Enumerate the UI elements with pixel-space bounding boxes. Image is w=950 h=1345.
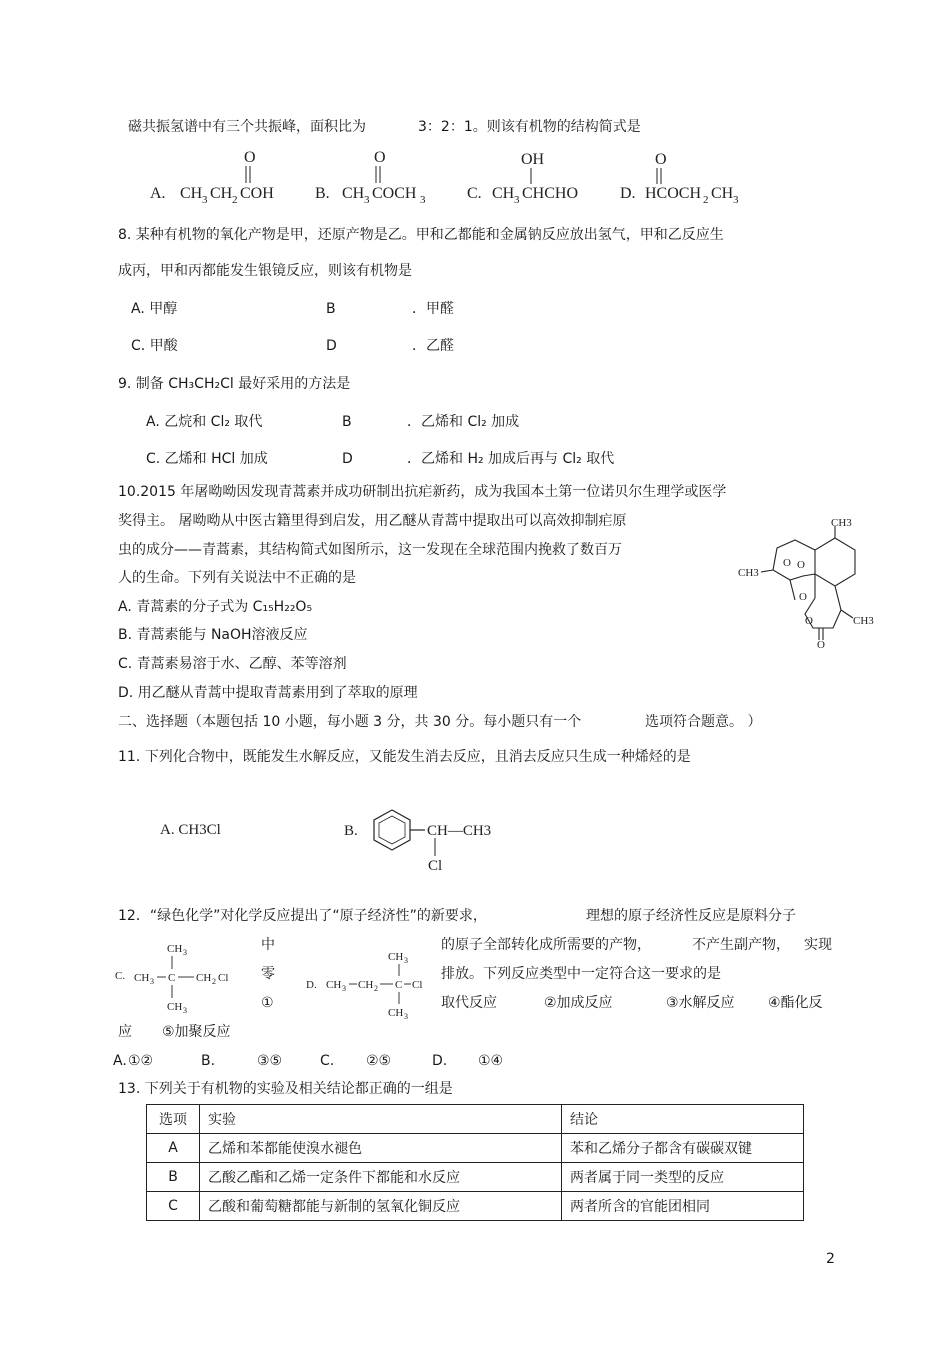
- table-cell: 苯和乙烯分子都含有碳碳双键: [562, 1134, 804, 1163]
- q13-stem: 13. 下列关于有机物的实验及相关结论都正确的一组是: [118, 1081, 453, 1097]
- q10-line2: 奖得主。 屠呦呦从中医古籍里得到启发，用乙醚从青蒿中提取出可以高效抑制疟原: [118, 513, 627, 529]
- svg-text:CH: CH: [180, 185, 203, 202]
- svg-text:HCOCH: HCOCH: [645, 185, 702, 202]
- q9-option-d: ．乙烯和 H₂ 加成后再与 Cl₂ 取代: [407, 451, 615, 467]
- svg-text:D.: D.: [620, 185, 636, 202]
- q12-answer-c-label: C.: [320, 1053, 335, 1069]
- q9-option-b: ．乙烯和 Cl₂ 加成: [407, 414, 520, 430]
- q9-option-d-label: D: [342, 451, 353, 467]
- svg-text:OH: OH: [521, 151, 545, 168]
- q10-line1: 10.2015 年屠呦呦因发现青蒿素并成功研制出抗疟新药，成为我国本土第一位诺贝尔生理学或医学: [118, 484, 727, 500]
- q12-line2c: 实现: [804, 937, 832, 953]
- q10-line4: 人的生命。下列有关说法中不正确的是: [118, 570, 356, 586]
- svg-text:CH: CH: [196, 972, 212, 984]
- q12-line2: 的原子全部转化成所需要的产物，: [441, 937, 651, 953]
- svg-text:3: 3: [342, 984, 346, 993]
- svg-text:3: 3: [202, 194, 208, 206]
- svg-text:O: O: [244, 149, 256, 166]
- svg-text:CH: CH: [388, 1007, 404, 1019]
- q8-option-d: ．乙醛: [412, 338, 454, 354]
- table-cell: 乙烯和苯都能使溴水褪色: [200, 1134, 562, 1163]
- q12-opt2: ②加成反应: [544, 995, 613, 1011]
- q12-answer-c: ②⑤: [366, 1053, 392, 1069]
- q11-option-a: A. CH3Cl: [160, 822, 221, 838]
- q8-option-d-label: D: [326, 338, 337, 354]
- q7-ratio: 3：2：1。则该有机物的结构简式是: [418, 119, 641, 135]
- q8-option-c: C. 甲酸: [131, 338, 178, 354]
- q12-answer-d-label: D.: [432, 1053, 448, 1069]
- q10-option-c: C. 青蒿素易溶于水、乙醇、苯等溶剂: [118, 656, 347, 672]
- table-cell: 两者所含的官能团相同: [562, 1192, 804, 1221]
- q11-option-b-sub: Cl: [428, 858, 443, 874]
- q12-answer-a: ①②: [128, 1053, 154, 1069]
- svg-text:2: 2: [232, 194, 238, 206]
- svg-text:3: 3: [364, 194, 370, 206]
- svg-text:3: 3: [150, 977, 154, 986]
- q12-answer-d: ①④: [478, 1053, 504, 1069]
- svg-text:3: 3: [420, 194, 426, 206]
- svg-text:2: 2: [212, 977, 216, 986]
- svg-text:B.: B.: [315, 185, 330, 202]
- q8-option-a: A. 甲醇: [131, 301, 178, 317]
- table-header: 实验: [200, 1105, 562, 1134]
- q12-opt3: ③水解反应: [666, 995, 735, 1011]
- q7-option-c: [467, 151, 578, 206]
- q10-option-d: D. 用乙醚从青蒿中提取青蒿素用到了萃取的原理: [118, 685, 418, 701]
- q8-line2: 成丙，甲和丙都能发生银镜反应，则该有机物是: [118, 263, 412, 279]
- table-header: 结论: [562, 1105, 804, 1134]
- q12-option-d-structure: [292, 940, 432, 1020]
- q12-line1b: 理想的原子经济性反应是原料分子: [586, 908, 796, 924]
- svg-text:C: C: [168, 972, 176, 984]
- svg-text:3: 3: [404, 1012, 408, 1020]
- q13-table: [146, 1104, 804, 1221]
- q8-option-b-label: B: [326, 301, 336, 317]
- svg-text:C.: C.: [467, 185, 482, 202]
- svg-text:CH: CH: [167, 943, 183, 955]
- table-row: [147, 1134, 804, 1163]
- q10-option-a: A. 青蒿素的分子式为 C₁₅H₂₂O₅: [118, 599, 313, 615]
- table-row: [147, 1192, 804, 1221]
- structure-label: O: [817, 639, 825, 651]
- svg-text:COCH: COCH: [372, 185, 417, 202]
- table-header: 选项: [147, 1105, 200, 1134]
- svg-text:CH: CH: [711, 185, 734, 202]
- svg-text:C: C: [395, 979, 403, 991]
- q7-option-a: [150, 149, 274, 206]
- q10-line3: 虫的成分——青蒿素，其结构简式如图所示，这一发现在全球范围内挽救了数百万: [118, 542, 622, 558]
- q12-line2b: 不产生副产物，: [692, 937, 790, 953]
- q7-stem: 磁共振氢谱中有三个共振峰，面积比为: [128, 119, 366, 135]
- artemisinin-structure: [735, 518, 885, 653]
- q11-option-b-chain: CH—CH3: [427, 823, 492, 839]
- q11-option-b: [340, 800, 515, 876]
- table-cell: B: [147, 1163, 200, 1192]
- svg-text:CH: CH: [326, 979, 342, 991]
- q12-frag-zhong: 中: [261, 937, 275, 953]
- svg-text:CH: CH: [388, 951, 404, 963]
- q12-option-c-label: C.: [115, 970, 126, 982]
- q9-option-a: A. 乙烷和 Cl₂ 取代: [146, 414, 263, 430]
- q12-answer-b: ③⑤: [257, 1053, 283, 1069]
- q12-frag-ling: 零: [261, 966, 275, 982]
- q12-line5a: 应: [118, 1024, 132, 1040]
- svg-text:2: 2: [703, 194, 709, 206]
- svg-text:CH: CH: [342, 185, 365, 202]
- svg-text:A.: A.: [150, 185, 166, 202]
- svg-text:O: O: [655, 151, 667, 168]
- section2-heading: 二、选择题（本题包括 10 小题，每小题 3 分，共 30 分。每小题只有一个: [118, 714, 582, 730]
- q12-answer-b-label: B.: [201, 1053, 216, 1069]
- q7-option-d: [620, 151, 739, 206]
- q12-opt4: ④酯化反: [768, 995, 823, 1011]
- structure-label: CH3: [831, 518, 852, 529]
- svg-text:Cl: Cl: [412, 979, 423, 991]
- q12-line3: 排放。下列反应类型中一定符合这一要求的是: [441, 966, 721, 982]
- structure-label: CH3: [738, 567, 759, 579]
- q12-frag-one: ①: [261, 995, 274, 1011]
- svg-text:CH: CH: [167, 1001, 183, 1013]
- table-header-row: [147, 1105, 804, 1134]
- svg-text:3: 3: [404, 956, 408, 965]
- svg-text:CH: CH: [210, 185, 233, 202]
- section2-tail: 选项符合题意。 ）: [645, 714, 762, 730]
- q12-option-c-structure: [112, 934, 242, 1014]
- table-cell: C: [147, 1192, 200, 1221]
- q12-answer-a-label: A.: [113, 1053, 127, 1069]
- table-cell: A: [147, 1134, 200, 1163]
- structure-label: CH3: [853, 615, 874, 627]
- svg-text:CH: CH: [134, 972, 150, 984]
- q8-line1: 8. 某种有机物的氧化产物是甲，还原产物是乙。甲和乙都能和金属钠反应放出氢气，甲和乙反应生: [118, 227, 724, 243]
- svg-text:3: 3: [514, 194, 520, 206]
- q7-options-formulas: [140, 146, 760, 208]
- svg-text:3: 3: [183, 1006, 187, 1014]
- structure-label: O: [783, 557, 791, 569]
- q12-line1: 12．“绿色化学”对化学反应提出了“原子经济性”的新要求，: [118, 908, 487, 924]
- q12-opt1: 取代反应: [441, 995, 497, 1011]
- svg-text:CHCHO: CHCHO: [522, 185, 579, 202]
- table-cell: 乙酸乙酯和乙烯一定条件下都能和水反应: [200, 1163, 562, 1192]
- svg-text:3: 3: [733, 194, 739, 206]
- page-number: 2: [826, 1251, 835, 1267]
- table-cell: 乙酸和葡萄糖都能与新制的氢氧化铜反应: [200, 1192, 562, 1221]
- svg-text:Cl: Cl: [218, 972, 229, 984]
- structure-label: O: [799, 591, 807, 603]
- svg-text:O: O: [374, 149, 386, 166]
- svg-text:COH: COH: [240, 185, 274, 202]
- table-cell: 两者属于同一类型的反应: [562, 1163, 804, 1192]
- structure-label: O: [805, 615, 813, 627]
- q7-option-b: [315, 149, 426, 206]
- structure-label: O: [797, 559, 805, 571]
- q12-option-d-label: D.: [306, 979, 317, 991]
- q10-option-b: B. 青蒿素能与 NaOH溶液反应: [118, 627, 308, 643]
- q9-option-c: C. 乙烯和 HCl 加成: [146, 451, 268, 467]
- q11-option-b-label: B.: [344, 823, 358, 839]
- q11-stem: 11. 下列化合物中，既能发生水解反应，又能发生消去反应，且消去反应只生成一种烯烃的是: [118, 749, 691, 765]
- svg-text:CH: CH: [358, 979, 374, 991]
- svg-text:3: 3: [183, 948, 187, 957]
- svg-text:CH: CH: [492, 185, 515, 202]
- q12-line5b: ⑤加聚反应: [162, 1024, 231, 1040]
- svg-text:2: 2: [374, 984, 378, 993]
- q9-option-b-label: B: [342, 414, 352, 430]
- q9-stem: 9. 制备 CH₃CH₂Cl 最好采用的方法是: [118, 376, 351, 392]
- table-row: [147, 1163, 804, 1192]
- q8-option-b: ．甲醛: [412, 301, 454, 317]
